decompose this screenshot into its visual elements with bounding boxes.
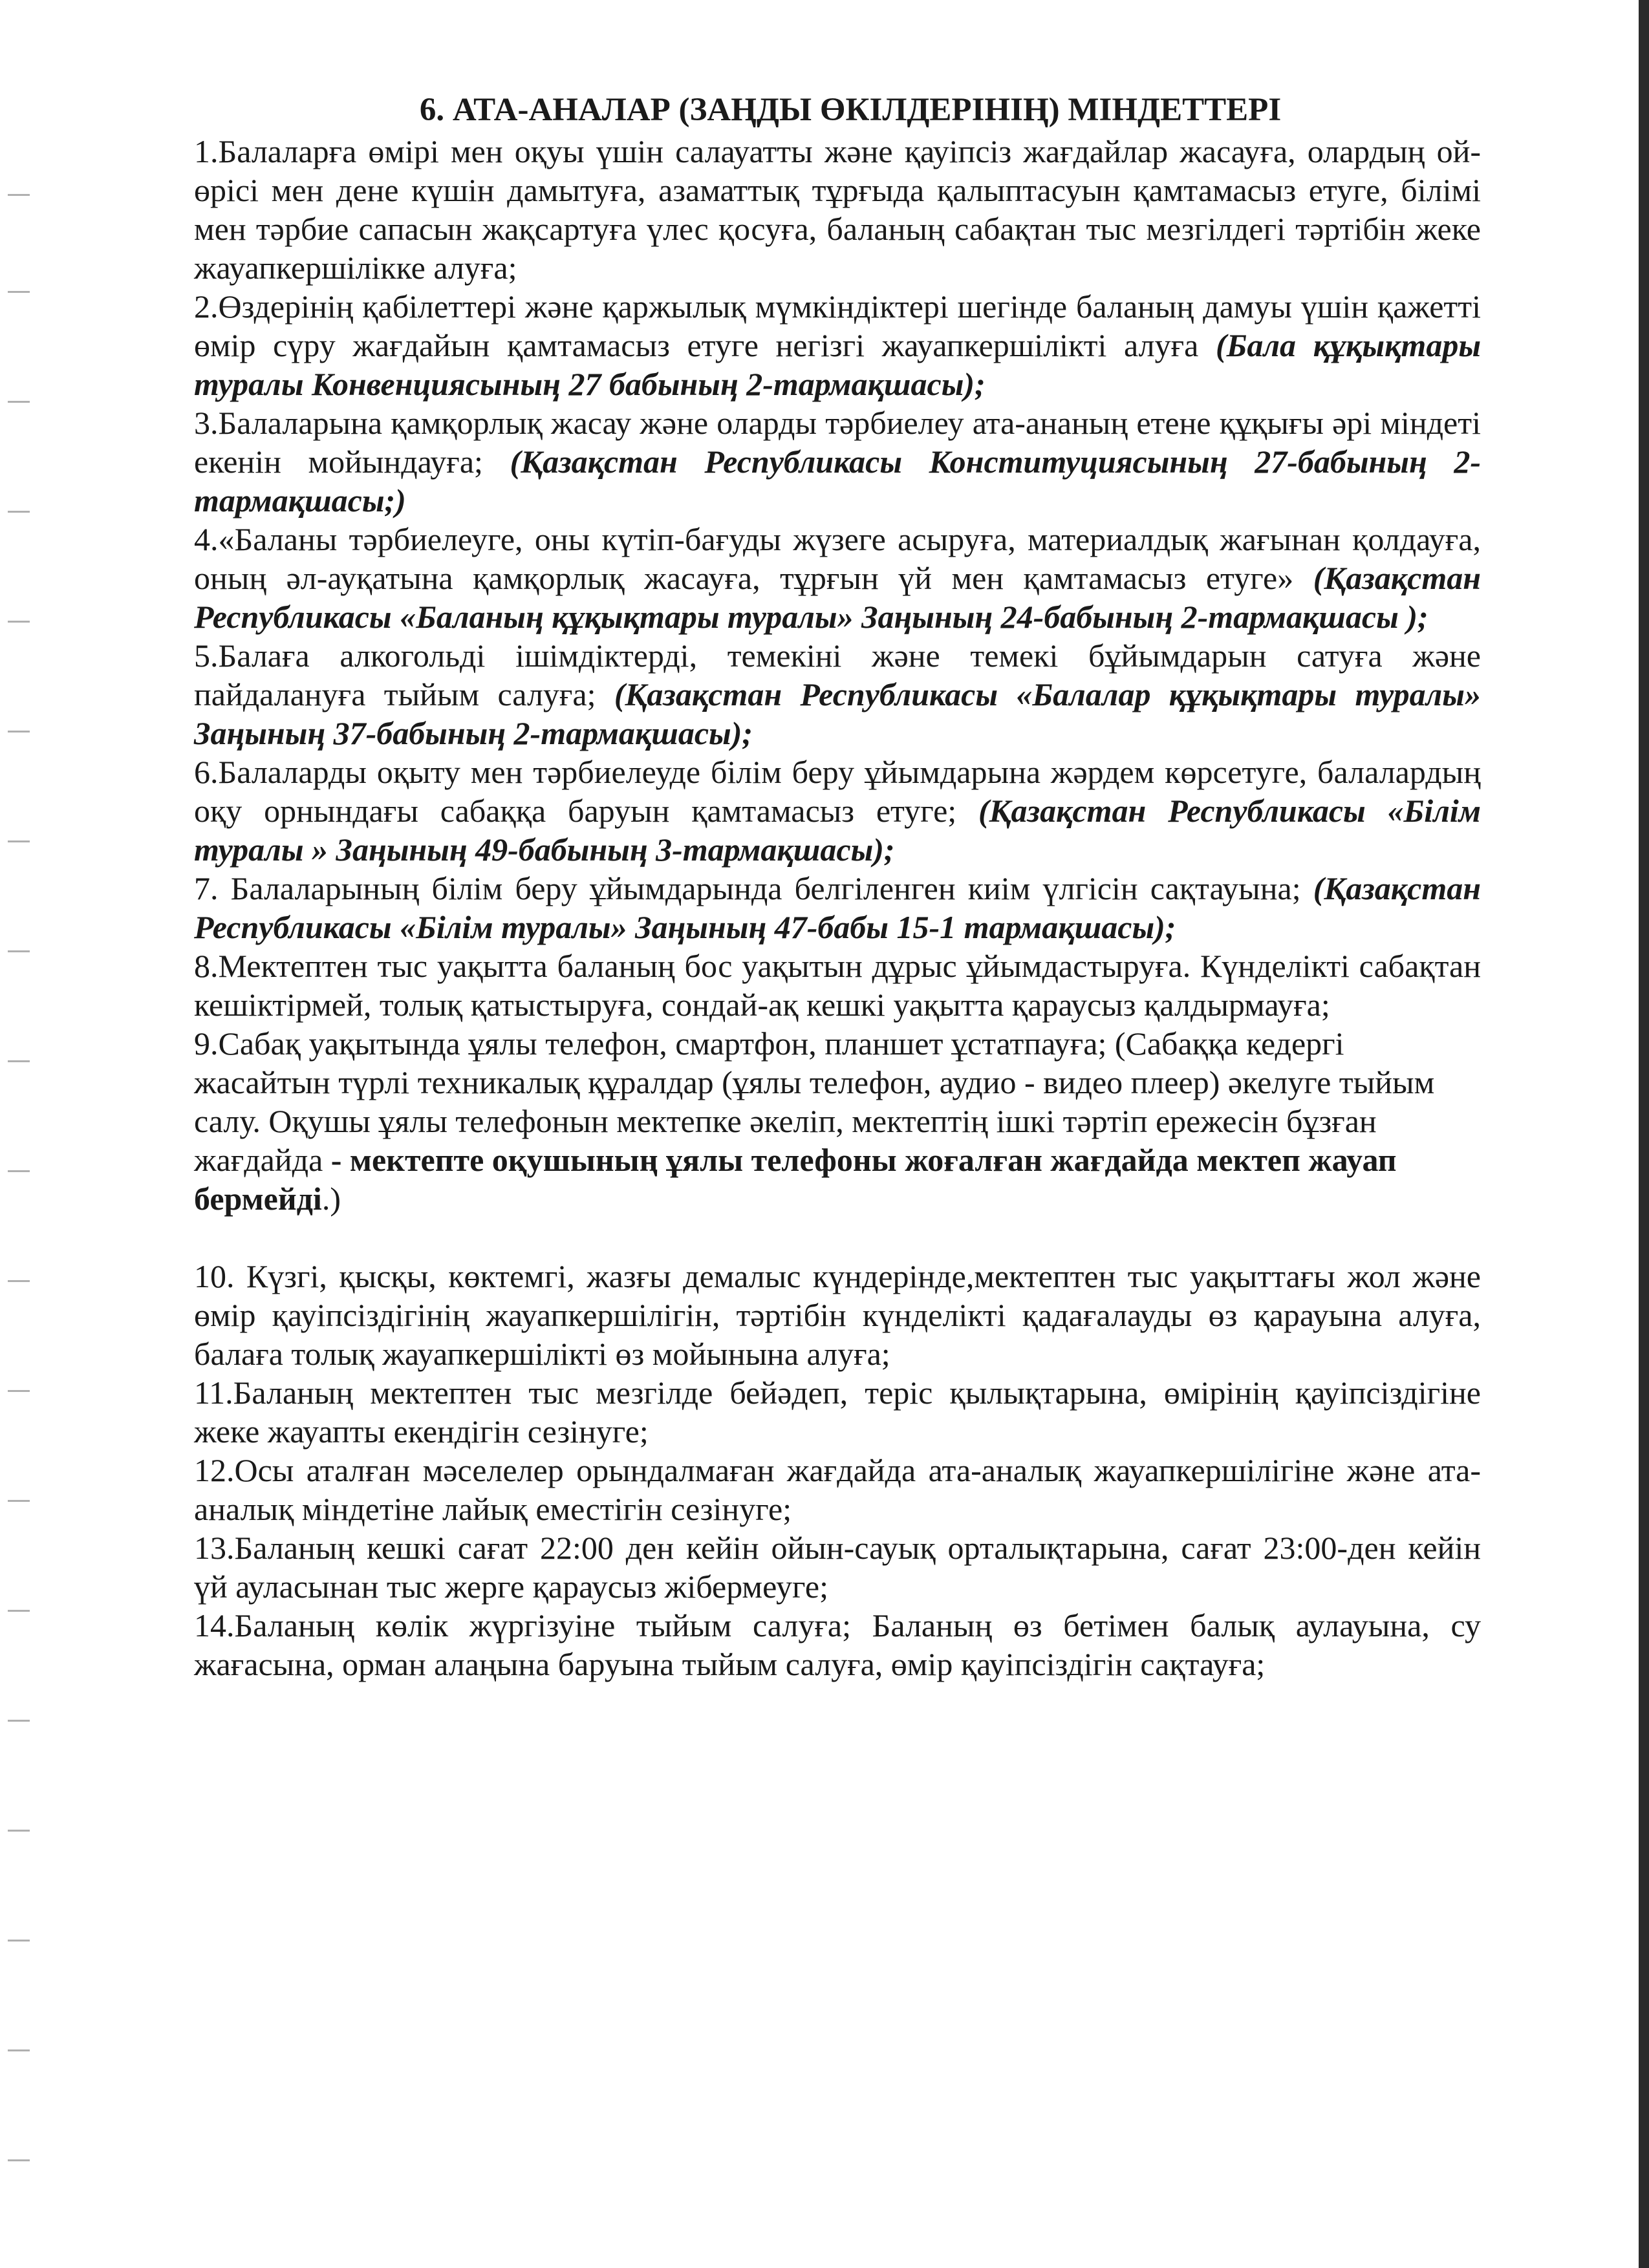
duty-item-2 bbox=[194, 287, 1481, 403]
item-text: 4.«Баланы тәрбиелеуге, оны күтіп-бағуды жүзеге асыруға, материалдық жағынан қолдауға, оның әл-ауқатына қамқорлық жасауға, тұрғын үй мен қамтамасыз етуге» bbox=[194, 521, 1481, 596]
item-legal-reference: (Қазақстан Республикасы «Баланың құқықтары туралы» Заңының 24-бабының 2-тармақшасы ); bbox=[194, 560, 1481, 635]
duty-item-5 bbox=[194, 636, 1481, 753]
margin-mark bbox=[8, 511, 30, 513]
item-legal-reference: (Қазақстан Республикасы «Білім туралы» Заңының 47-бабы 15-1 тармақшасы); bbox=[194, 870, 1481, 945]
margin-mark bbox=[8, 194, 30, 196]
duty-item-7 bbox=[194, 869, 1481, 947]
item-text: 9.Сабақ уақытында ұялы телефон, смартфон, планшет ұстатпауға; (Сабаққа кедергі жасайтын түрлі техникалық құралдар (ұялы телефон, аудио - видео плеер) әкелуге тыйым салу. Оқушы ұялы телефонын мектепке әкеліп, мектептің ішкі тәртіп ережесін бұзған жағдайда bbox=[194, 1025, 1435, 1178]
duty-item-3 bbox=[194, 403, 1481, 520]
margin-mark bbox=[8, 1390, 30, 1392]
margin-mark bbox=[8, 950, 30, 952]
margin-mark bbox=[8, 2159, 30, 2161]
margin-mark bbox=[8, 2049, 30, 2051]
duty-item-8 bbox=[194, 947, 1481, 1024]
margin-mark bbox=[8, 401, 30, 403]
margin-mark bbox=[8, 1280, 30, 1282]
duty-item-14: 14.Баланың көлік жүргізуіне тыйым салуға; Баланың өз бетімен балық аулауына, су жағасына, орман алаңына баруына тыйым салуға, өмір қауіпсіздігін сақтауға; bbox=[194, 1607, 1481, 1682]
item-text: 6.Балаларды оқыту мен тәрбиелеуде білім беру ұйымдарына жәрдем көрсетуге, балалардың оқу орнындағы сабаққа баруын қамтамасыз етуге; bbox=[194, 754, 1481, 829]
item-emphasis: - мектепте оқушының ұялы телефоны жоғалған жағдайда мектеп жауап бермейді bbox=[194, 1142, 1397, 1217]
paragraph-gap bbox=[194, 1218, 1481, 1257]
duty-item-12: 12.Осы аталған мәселелер орындалмаған жағдайда ата-аналық жауапкершілігіне және ата-аналық міндетіне лайық еместігін сезінуге; bbox=[194, 1452, 1481, 1527]
margin-mark bbox=[8, 1720, 30, 1722]
margin-mark bbox=[8, 1170, 30, 1172]
item-legal-reference: (Қазақстан Республикасы «Білім туралы » Заңының 49-бабының 3-тармақшасы); bbox=[194, 793, 1481, 868]
item-text: 1.Балаларға өмірі мен оқуы үшін салауатты және қауіпсіз жағдайлар жасауға, олардың ой-өрісі мен дене күшін дамытуға, азаматтық тұрғыда қалыптасуын қамтамасыз етуге, білімі мен тәрбие сапасын жақсартуға үлес қосуға, баланың сабақтан тыс мезгілдегі тәртібін жеке жауапкершілікке алуға; bbox=[194, 133, 1481, 286]
duty-item-6 bbox=[194, 753, 1481, 869]
margin-mark bbox=[8, 840, 30, 842]
document-title: 6. АТА-АНАЛАР (ЗАҢДЫ ӨКІЛДЕРІНІҢ) МІНДЕТТЕРІ bbox=[419, 92, 1282, 128]
duty-item-1 bbox=[194, 132, 1481, 287]
item-text: 8.Мектептен тыс уақытта баланың бос уақытын дұрыс ұйымдастыруға. Күнделікті сабақтан кешіктірмей, толық қатыстыруға, сондай-ақ кешкі уақытта қараусыз қалдырмауға; bbox=[194, 948, 1481, 1023]
item-legal-reference: (Бала құқықтары туралы Конвенциясының 27 бабының 2-тармақшасы); bbox=[194, 327, 1482, 402]
duty-item-13: 13.Баланың кешкі сағат 22:00 ден кейін ойын-сауық орталықтарына, сағат 23:00-ден кейін үй ауласынан тыс жерге қараусыз жібермеуге; bbox=[194, 1530, 1481, 1605]
margin-mark bbox=[8, 1500, 30, 1502]
duty-item-11: 11.Баланың мектептен тыс мезгілде бейәдеп, теріс қылықтарына, өмірінің қауіпсіздігіне жеке жауапты екендігін сезінуге; bbox=[194, 1375, 1481, 1450]
scan-edge bbox=[1639, 0, 1649, 2268]
document-page bbox=[194, 91, 1481, 1684]
item-text: 7. Балаларының білім беру ұйымдарында белгіленген киім үлгісін сақтауына; bbox=[194, 870, 1313, 906]
margin-mark bbox=[8, 1060, 30, 1062]
item-text: 5.Балаға алкогольді ішімдіктерді, темекіні және темекі бұйымдарын сатуға және пайдалануға тыйым салуға; bbox=[194, 637, 1481, 712]
margin-mark bbox=[8, 621, 30, 623]
margin-mark bbox=[8, 1830, 30, 1832]
item-legal-reference: (Қазақстан Республикасы «Балалар құқықтары туралы» Заңының 37-бабының 2-тармақшасы); bbox=[194, 676, 1481, 751]
item-text-tail: .) bbox=[321, 1181, 341, 1217]
margin-mark bbox=[8, 291, 30, 293]
duty-item-4 bbox=[194, 520, 1481, 636]
margin-mark bbox=[8, 1940, 30, 1942]
item-text: 2.Өздерінің қабілеттері және қаржылық мүмкіндіктері шегінде баланың дамуы үшін қажетті өмір сүру жағдайын қамтамасыз етуге негізгі жауапкершілікті алуға bbox=[194, 288, 1481, 363]
margin-mark bbox=[8, 1610, 30, 1612]
margin-mark bbox=[8, 731, 30, 733]
item-legal-reference: (Қазақстан Республикасы Конституциясының 27-бабының 2-тармақшасы;) bbox=[194, 444, 1482, 519]
duty-item-9 bbox=[194, 1024, 1481, 1218]
item-text: 3.Балаларына қамқорлық жасау және оларды тәрбиелеу ата-ананың етене құқығы әрі міндеті екенін мойындауға; bbox=[194, 405, 1481, 480]
duty-item-10: 10. Күзгі, қысқы, көктемгі, жазғы демалыс күндерінде,мектептен тыс уақыттағы жол және өмір қауіпсіздігінің жауапкершілігін, тәртібін күнделікті қадағалауды өз қарауына алуға, балаға толық жауапкершілікті өз мойынына алуға; bbox=[194, 1258, 1481, 1372]
